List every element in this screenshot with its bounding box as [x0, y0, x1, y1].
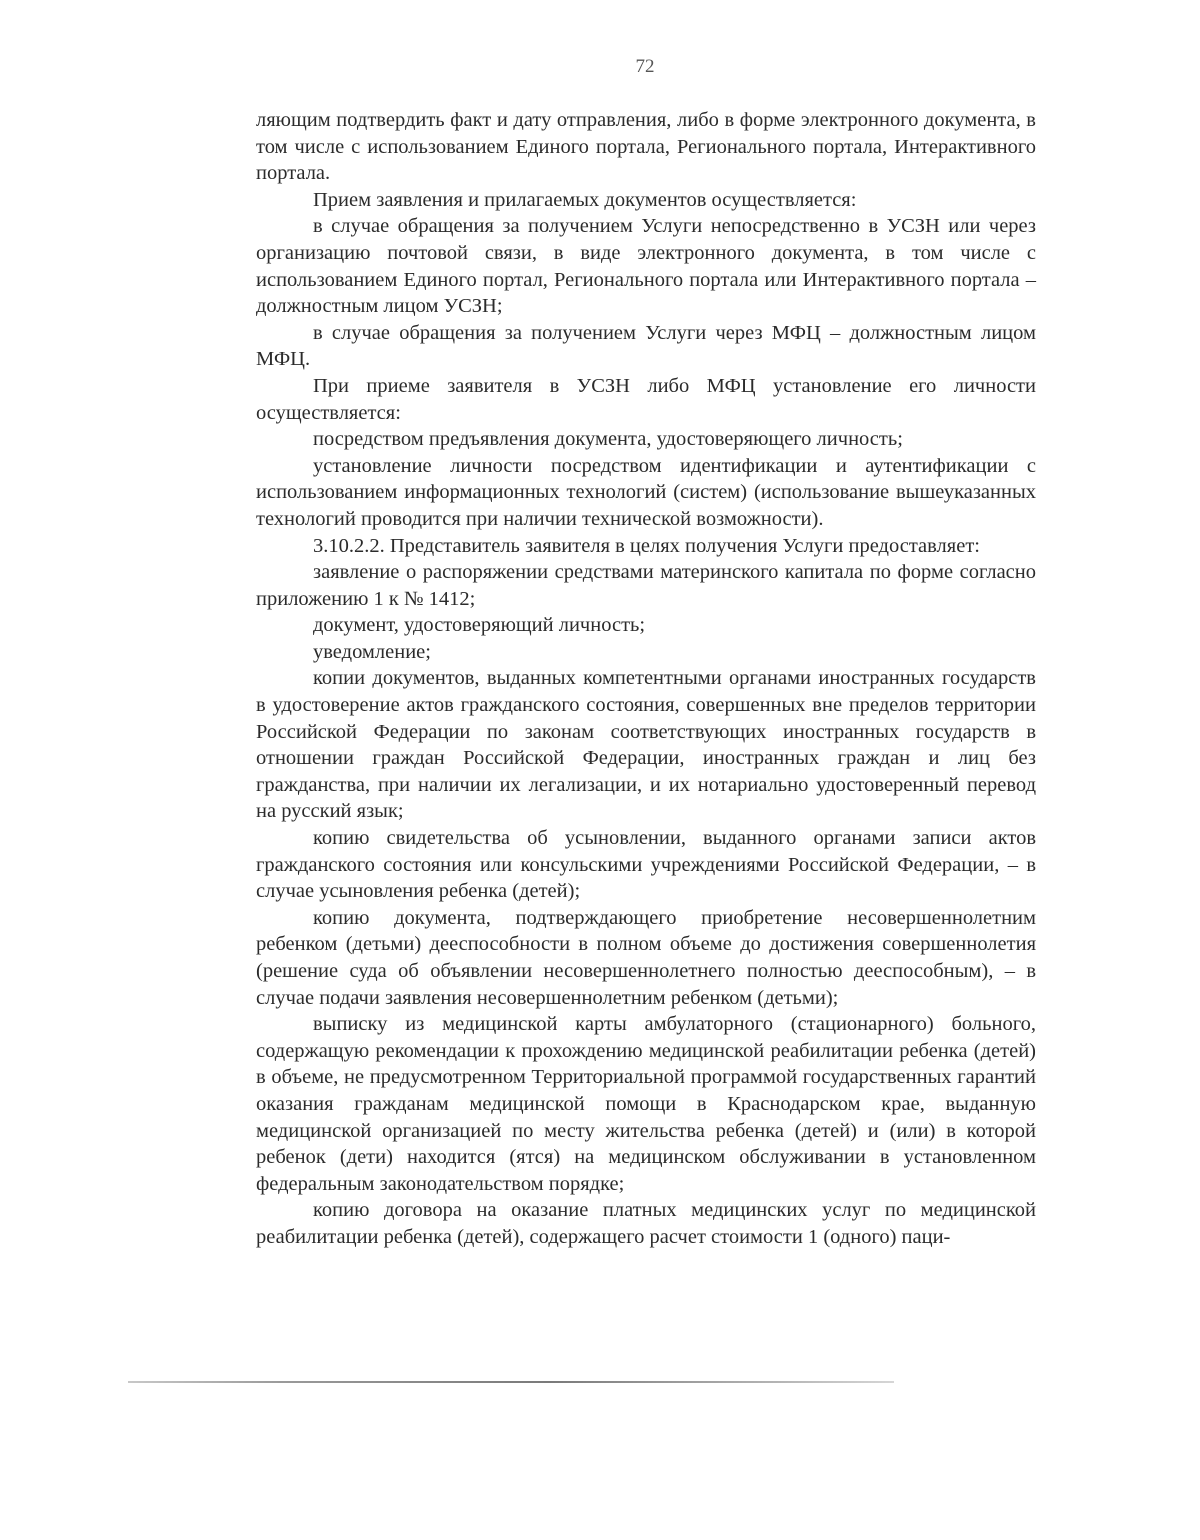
page-number: 72: [635, 56, 655, 77]
paragraph: в случае обращения за получением Услуги непосредственно в УСЗН или через организацию почтовой связи, в виде электронного документа, в том числе с использованием Единого портал, Регионального портала или Интерактивного портала – должностным лицом УСЗН;: [256, 215, 1036, 318]
paragraph: копию договора на оказание платных медицинских услуг по медицинской реабилитации ребенка (детей), содержащего расчет стоимости 1 (одного) паци-: [256, 1199, 1036, 1248]
paragraph: посредством предъявления документа, удостоверяющего личность;: [313, 428, 903, 451]
document-body: [256, 107, 1036, 1251]
paragraph: копии документов, выданных компетентными органами иностранных государств в удостоверение актов гражданского состояния, совершенных вне пределов территории Российской Федерации по законам соответствующих иностранных государств в отношении граждан Российской Федерации, иностранных граждан и лиц без гражданства, при наличии их легализации, и их нотариально удостоверенный перевод на русский язык;: [256, 667, 1036, 823]
paragraph: в случае обращения за получением Услуги через МФЦ – должностным лицом МФЦ.: [256, 321, 1036, 371]
paragraph: 3.10.2.2. Представитель заявителя в целях получения Услуги предоставляет:: [313, 534, 980, 557]
paragraph: заявление о распоряжении средствами материнского капитала по форме согласно приложению 1 к № 1412;: [256, 561, 1036, 610]
paragraph: выписку из медицинской карты амбулаторного (стационарного) больного, содержащую рекомендации к прохождению медицинской реабилитации ребенка (детей) в объеме, не предусмотренном Территориальной программой государственных гарантий оказания гражданам медицинской помощи в Краснодарском крае, выданную медицинской организацией по месту жительства ребенка (детей) и (или) в которой ребенок (дети) находится (ятся) на медицинском обслуживании в установленном федеральным законодательством порядке;: [256, 1013, 1036, 1195]
scan-divider-line: [128, 1381, 894, 1383]
paragraph: копию документа, подтверждающего приобретение несовершеннолетним ребенком (детьми) дееспособности в полном объеме до достижения совершеннолетия (решение суда об объявлении несовершеннолетнего полностью дееспособным), – в случае подачи заявления несовершеннолетним ребенком (детьми);: [256, 906, 1036, 1009]
paragraph: документ, удостоверяющий личность;: [313, 614, 646, 637]
paragraph: ляющим подтвердить факт и дату отправления, либо в форме электронного документа, в том числе с использованием Единого портала, Регионального портала, Интерактивного портала.: [256, 109, 1036, 185]
paragraph: установление личности посредством идентификации и аутентификации с использованием информационных технологий (систем) (использование вышеуказанных технологий проводится при наличии технической возможности).: [256, 454, 1036, 530]
paragraph: При приеме заявителя в УСЗН либо МФЦ установление его личности осуществляется:: [256, 374, 1036, 424]
paragraph: Прием заявления и прилагаемых документов осуществляется:: [313, 188, 857, 211]
paragraph: уведомление;: [313, 640, 431, 663]
paragraph: копию свидетельства об усыновлении, выданного органами записи актов гражданского состояния или консульскими учреждениями Российской Федерации, – в случае усыновления ребенка (детей);: [256, 827, 1036, 903]
